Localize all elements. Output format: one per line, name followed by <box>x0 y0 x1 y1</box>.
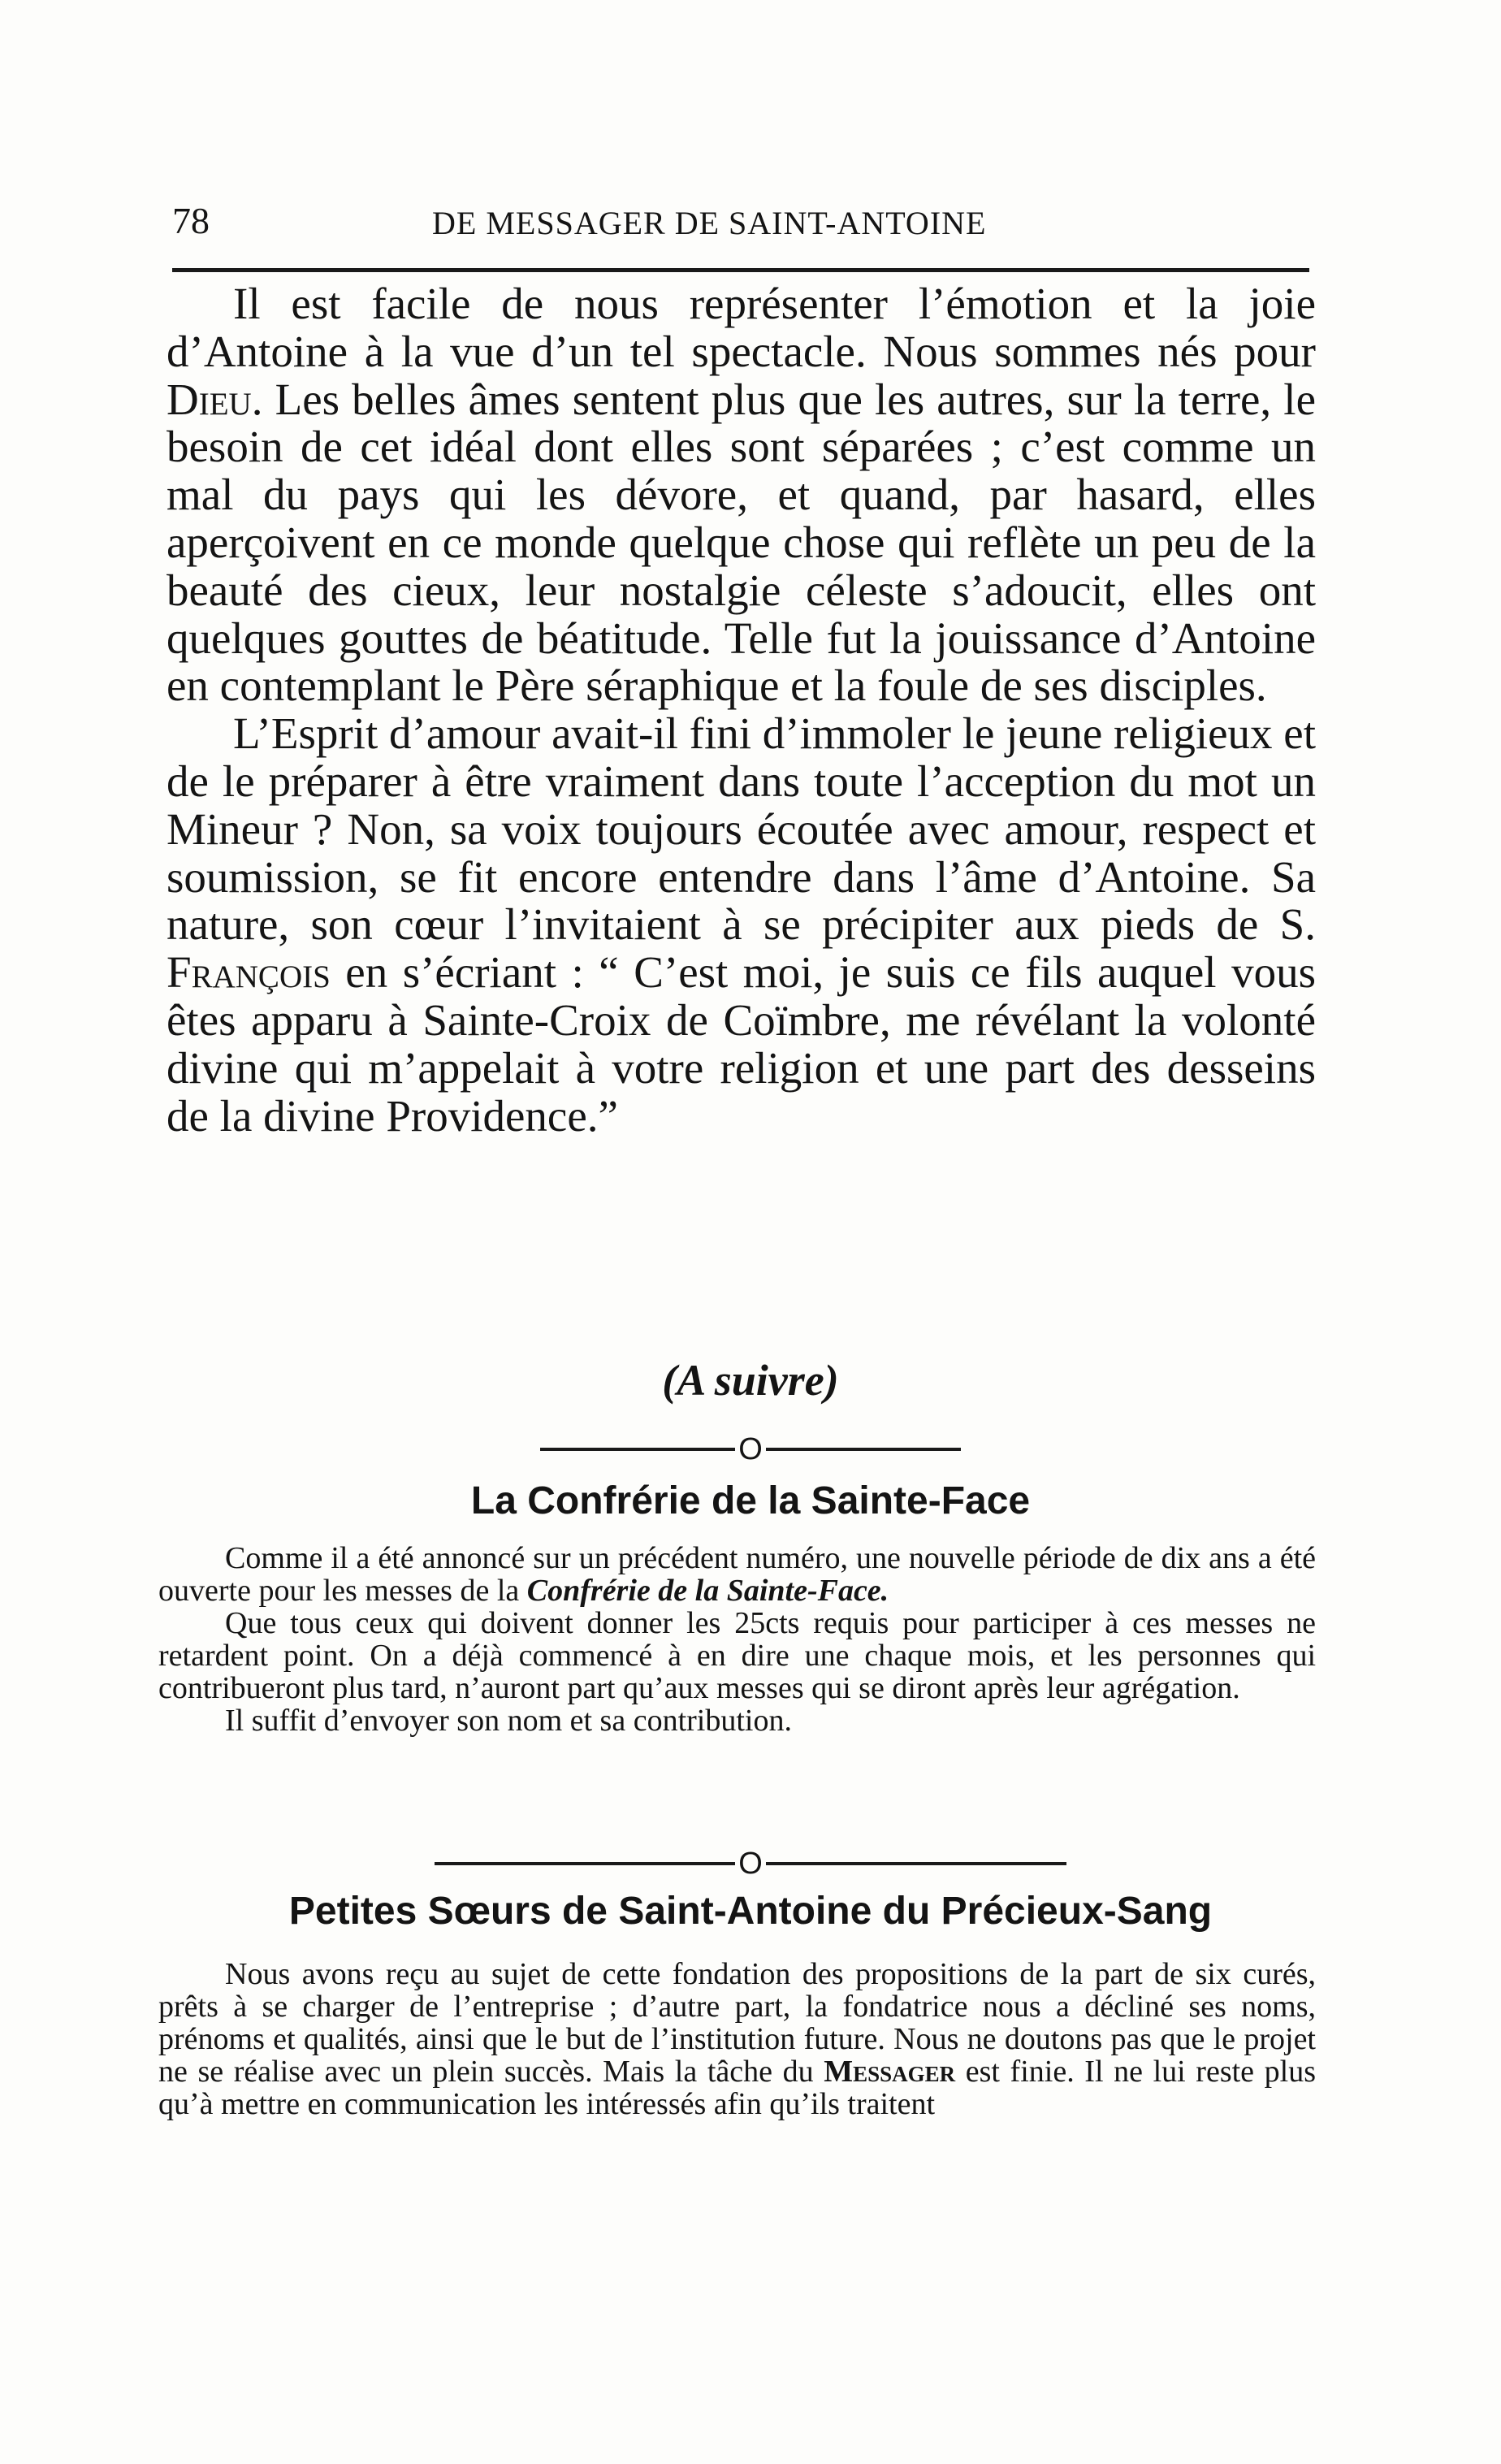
running-title: DE MESSAGER DE SAINT-ANTOINE <box>432 205 987 241</box>
paragraph: Comme il a été annoncé sur un précédent numéro, une nouvelle période de dix ans a été ouverte pour les messes de la Confrérie de la Sainte-Face. <box>158 1541 1316 1608</box>
section-divider <box>0 1430 1501 1466</box>
a-suivre: (A suivre) <box>662 1356 839 1405</box>
section-heading: Petites Sœurs de Saint-Antoine du Précieux-Sang <box>288 1890 1213 1933</box>
page-number: 78 <box>172 200 210 241</box>
paragraph: Il est facile de nous représenter l’émotion et la joie d’Antoine à la vue d’un tel spectacle. Nous sommes nés pour Dieu. Les belles âmes sentent plus que les autres, sur la terre, le besoin de cet idéal dont elles sont séparées ; c’est comme un mal du pays qui les dévore, et quand, par hasard, elles aperçoivent en ce monde quelque chose qui reflète un peu de la beauté des cieux, leur nostalgie céleste s’adoucit, elles ont quelques gouttes de béatitude. Telle fut la jouissance d’Antoine en contemplant le Père séraphique et la foule de ses disciples. <box>167 279 1316 711</box>
francois-smallcaps: François <box>167 947 331 998</box>
section-divider <box>0 1844 1501 1880</box>
paragraph: Nous avons reçu au sujet de cette fondation des propositions de la part de six curés, prêts à se charger de l’entreprise ; d’autre part, la fondatrice nous a décliné ses noms, prénoms et qualités, ainsi que le but de l’institution future. Nous ne doutons pas que le projet ne se réalise avec un plein succès. Mais la tâche du Messager est finie. Il ne lui reste plus qu’à mettre en communication les intéressés afin qu’ils traitent <box>158 1957 1316 2121</box>
paragraph: Que tous ceux qui doivent donner les 25cts requis pour participer à ces messes ne retardent point. On a déjà commencé à en dire une chaque mois, et les personnes qui contribueront plus tard, n’auront part qu’aux messes qui se diront après leur agrégation. <box>158 1606 1316 1705</box>
divider-mark: O <box>738 1431 763 1466</box>
dieu-smallcaps: Dieu <box>167 374 252 424</box>
divider-mark: O <box>738 1846 763 1881</box>
header-rule <box>172 268 1309 272</box>
page-header <box>172 199 1309 248</box>
paragraph: L’Esprit d’amour avait-il fini d’immoler le jeune religieux et de le préparer à être vraiment dans toute l’acception du mot un Mineur ? Non, sa voix toujours écoutée avec amour, respect et soumission, se fit encore entendre dans l’âme d’Antoine. Sa nature, son cœur l’invitaient à se précipiter aux pieds de S. François en s’écriant : “ C’est moi, je suis ce fils auquel vous êtes apparu à Sainte-Croix de Coïmbre, me révélant la volonté divine qui m’appelait à votre religion et une part des desseins de la divine Providence.” <box>167 708 1316 1141</box>
paragraph: Il suffit d’envoyer son nom et sa contribution. <box>225 1704 792 1738</box>
section-text <box>158 1958 1316 2120</box>
main-text <box>167 280 1316 1140</box>
section-text <box>158 1542 1316 1737</box>
section-heading: La Confrérie de la Sainte-Face <box>470 1479 1031 1522</box>
